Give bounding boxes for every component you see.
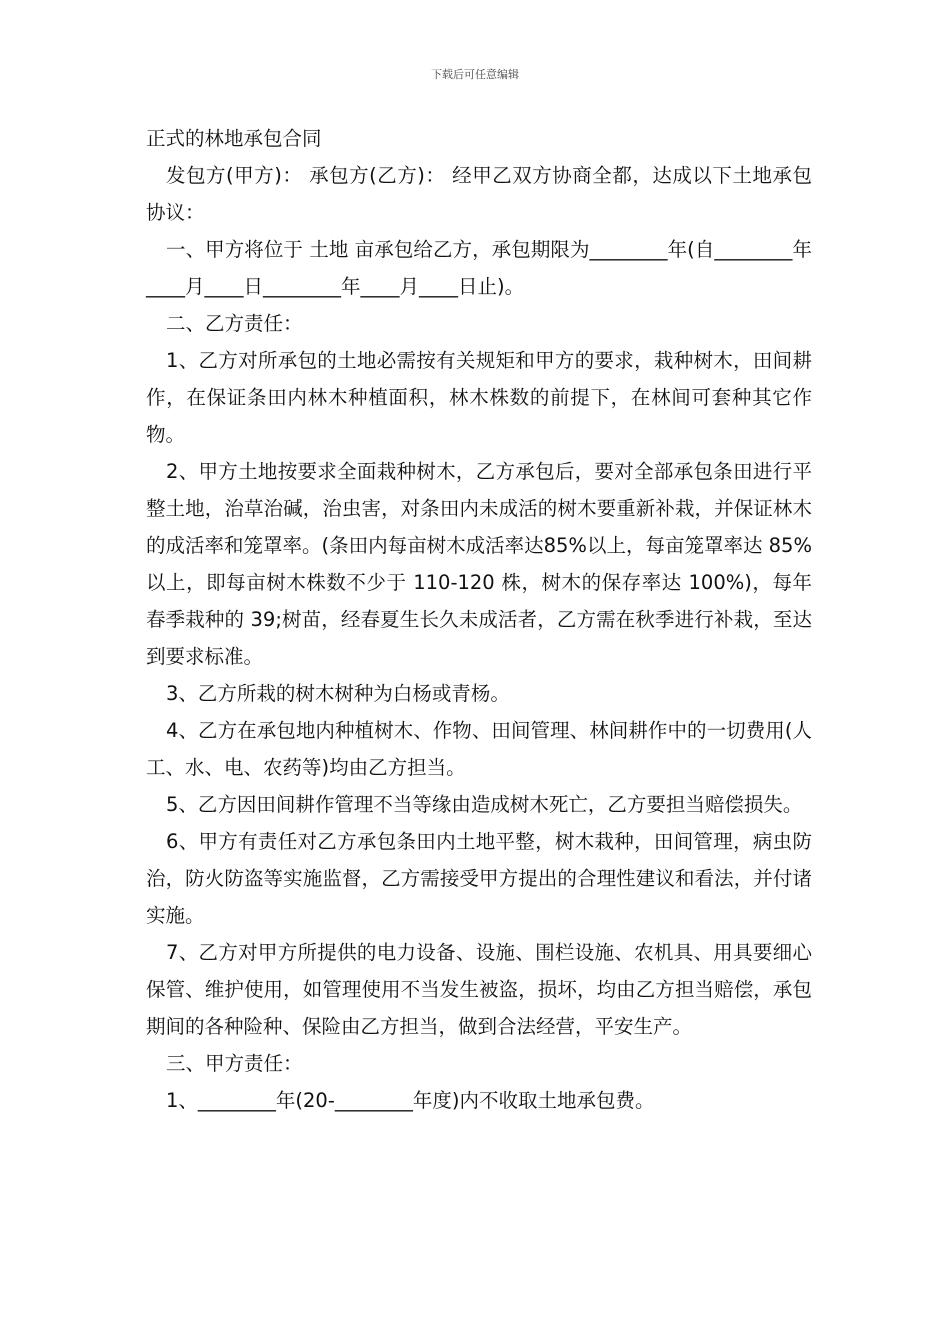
paragraph-parties: 发包方(甲方)： 承包方(乙方)： 经甲乙双方协商全都，达成以下土地承包协议： <box>146 164 812 224</box>
paragraph-clause-1: 一、甲方将位于 土地 亩承包给乙方，承包期限为________年(自________年____月____日________年____月____日止)。 <box>146 238 812 298</box>
paragraph-b-item-6: 6、甲方有责任对乙方承包条田内土地平整，树木栽种，田间管理，病虫防治，防火防盗等实施监督，乙方需接受甲方提出的合理性建议和看法，并付诸实施。 <box>146 830 812 927</box>
paragraph-b-item-3: 3、乙方所栽的树木树种为白杨或青杨。 <box>166 682 510 705</box>
paragraph-b-item-4: 4、乙方在承包地内种植树木、作物、田间管理、林间耕作中的一切费用(人工、水、电、农药等)均由乙方担当。 <box>146 719 812 779</box>
section-heading-party-b: 二、乙方责任： <box>166 312 303 335</box>
paragraph-b-item-7: 7、乙方对甲方所提供的电力设备、设施、围栏设施、农机具、用具要细心保管、维护使用，如管理使用不当发生被盗，损坏，均由乙方担当赔偿，承包期间的各种险种、保险由乙方担当，做到合法经营，平安生产。 <box>146 941 812 1038</box>
document-title: 正式的林地承包合同 <box>146 127 322 150</box>
paragraph-b-item-5: 5、乙方因田间耕作管理不当等缘由造成树木死亡，乙方要担当赔偿损失。 <box>166 793 803 816</box>
paragraph-a-item-1: 1、________年(20-________年度)内不收取土地承包费。 <box>166 1089 655 1112</box>
paragraph-b-item-2: 2、甲方土地按要求全面栽种树木，乙方承包后，要对全部承包条田进行平整土地，治草治碱，治虫害，对条田内未成活的树木要重新补栽，并保证林木的成活率和笼罩率。(条田内每亩树木成活率达85%以上，每亩笼罩率达 85%以上，即每亩树木株数不少于 110-120 株，树木的保存率达 100%)，每年春季栽种的 39;树苗，经春夏生长久未成活者，乙方需在秋季进行补栽，至达到要求标准。 <box>146 460 812 668</box>
header-note: 下载后可任意编辑 <box>431 68 519 81</box>
section-heading-party-a: 三、甲方责任： <box>166 1052 303 1075</box>
paragraph-b-item-1: 1、乙方对所承包的土地必需按有关规矩和甲方的要求，栽种树木，田间耕作，在保证条田内林木种植面积，林木株数的前提下，在林间可套种其它作物。 <box>146 349 812 446</box>
document-body <box>146 120 812 1119</box>
